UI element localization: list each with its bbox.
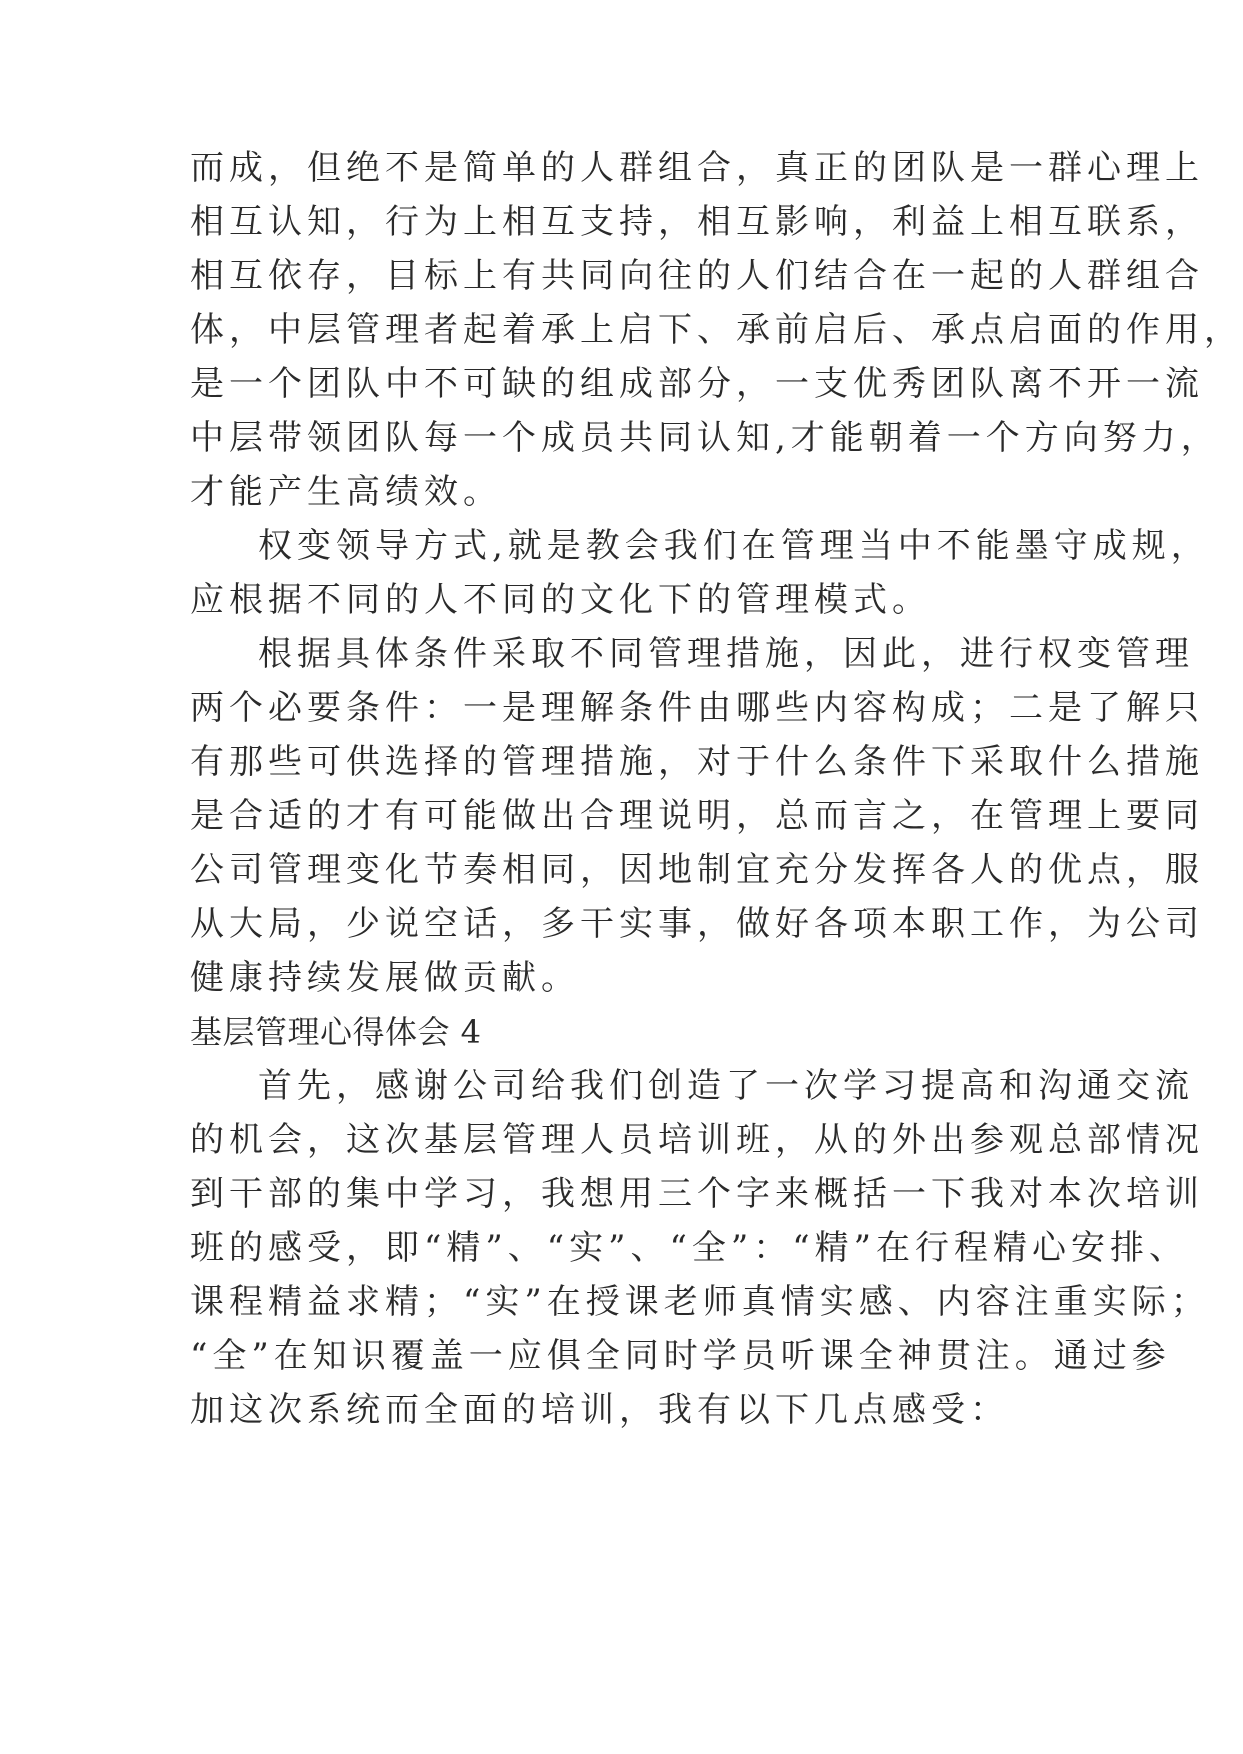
paragraph-1-line-3: 相互依存，目标上有共同向往的人们结合在一起的人群组合 <box>190 256 1204 296</box>
paragraph-1-line-2: 相互认知，行为上相互支持，相互影响，利益上相互联系， <box>190 202 1204 242</box>
paragraph-4-line-5: 课程精益求精；“实”在授课老师真情实感、内容注重实际； <box>190 1282 1210 1322</box>
paragraph-3-line-4: 是合适的才有可能做出合理说明，总而言之，在管理上要同 <box>190 796 1204 836</box>
paragraph-2-line-2: 应根据不同的人不同的文化下的管理模式。 <box>190 580 931 620</box>
paragraph-2-line-1: 权变领导方式,就是教会我们在管理当中不能墨守成规， <box>258 526 1210 566</box>
paragraph-4-line-1: 首先，感谢公司给我们创造了一次学习提高和沟通交流 <box>258 1066 1194 1106</box>
section-heading: 基层管理心得体会 4 <box>190 1013 482 1051</box>
paragraph-4-line-2: 的机会，这次基层管理人员培训班，从的外出参观总部情况 <box>190 1120 1204 1160</box>
paragraph-1-line-6: 中层带领团队每一个成员共同认知,才能朝着一个方向努力， <box>190 418 1220 458</box>
paragraph-4-line-6: “全”在知识覆盖一应俱全同时学员听课全神贯注。通过参 <box>190 1336 1171 1376</box>
paragraph-3-line-5: 公司管理变化节奏相同，因地制宜充分发挥各人的优点，服 <box>190 850 1204 890</box>
paragraph-1-line-7: 才能产生高绩效。 <box>190 472 502 512</box>
paragraph-3-line-7: 健康持续发展做贡献。 <box>190 958 580 998</box>
paragraph-4-line-4: 班的感受，即“精”、“实”、“全”：“精”在行程精心安排、 <box>190 1228 1189 1268</box>
paragraph-1-line-5: 是一个团队中不可缺的组成部分，一支优秀团队离不开一流 <box>190 364 1204 404</box>
paragraph-3-line-6: 从大局，少说空话，多干实事，做好各项本职工作，为公司 <box>190 904 1204 944</box>
paragraph-3-line-3: 有那些可供选择的管理措施，对于什么条件下采取什么措施 <box>190 742 1204 782</box>
paragraph-3-line-1: 根据具体条件采取不同管理措施，因此，进行权变管理 <box>258 634 1194 674</box>
paragraph-1-line-1: 而成，但绝不是简单的人群组合，真正的团队是一群心理上 <box>190 148 1204 188</box>
paragraph-4-line-3: 到干部的集中学习，我想用三个字来概括一下我对本次培训 <box>190 1174 1204 1214</box>
paragraph-3-line-2: 两个必要条件：一是理解条件由哪些内容构成；二是了解只 <box>190 688 1204 728</box>
paragraph-1-line-4: 体，中层管理者起着承上启下、承前启后、承点启面的作用， <box>190 310 1243 350</box>
paragraph-4-line-7: 加这次系统而全面的培训，我有以下几点感受： <box>190 1390 1009 1430</box>
